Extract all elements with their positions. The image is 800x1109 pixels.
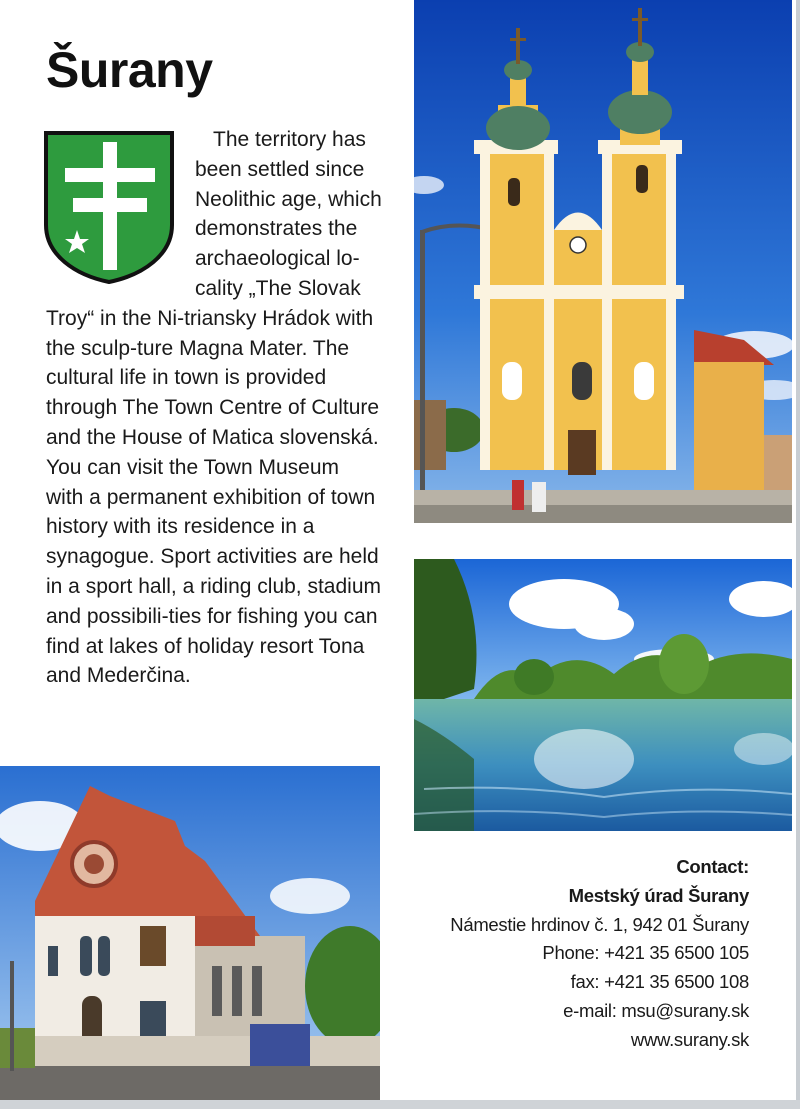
description-text: The territory has been settled since Neolithic age, which demonstrates the archaeological lo-cality „The Slovak Troy“ in the Ni-triansky Hrádok with the sculp-ture Magna Mater. The cultural life in town is provided through The Town Centre of Culture and the House of Matica slovenská. You can visit the Town Museum with a permanent exhibition of town history with its residence in a synagogue. Sport activities are held in a sport hall, a riding club, stadium and possibili-ties for fishing you can find at lakes of holiday resort Tona and Mederčina. [46,128,382,688]
contact-office: Mestský úrad Šurany [568,884,749,906]
lake-photo [414,559,792,831]
contact-heading: Contact: [676,856,749,877]
contact-email[interactable]: e-mail: msu@surany.sk [563,999,749,1021]
page-title: Šurany [46,42,213,98]
contact-block [419,853,749,1055]
synagogue-photo [0,766,380,1100]
description-paragraph [46,125,382,691]
contact-phone: Phone: +421 35 6500 105 [542,942,749,964]
emblem-wrap-spacer [46,125,195,285]
contact-website[interactable]: www.surany.sk [630,1028,749,1050]
page-edge [0,1100,800,1109]
page-edge [796,0,800,1109]
church-photo [414,0,792,523]
contact-fax: fax: +421 35 6500 108 [570,971,749,993]
contact-address: Námestie hrdinov č. 1, 942 01 Šurany [450,913,749,935]
